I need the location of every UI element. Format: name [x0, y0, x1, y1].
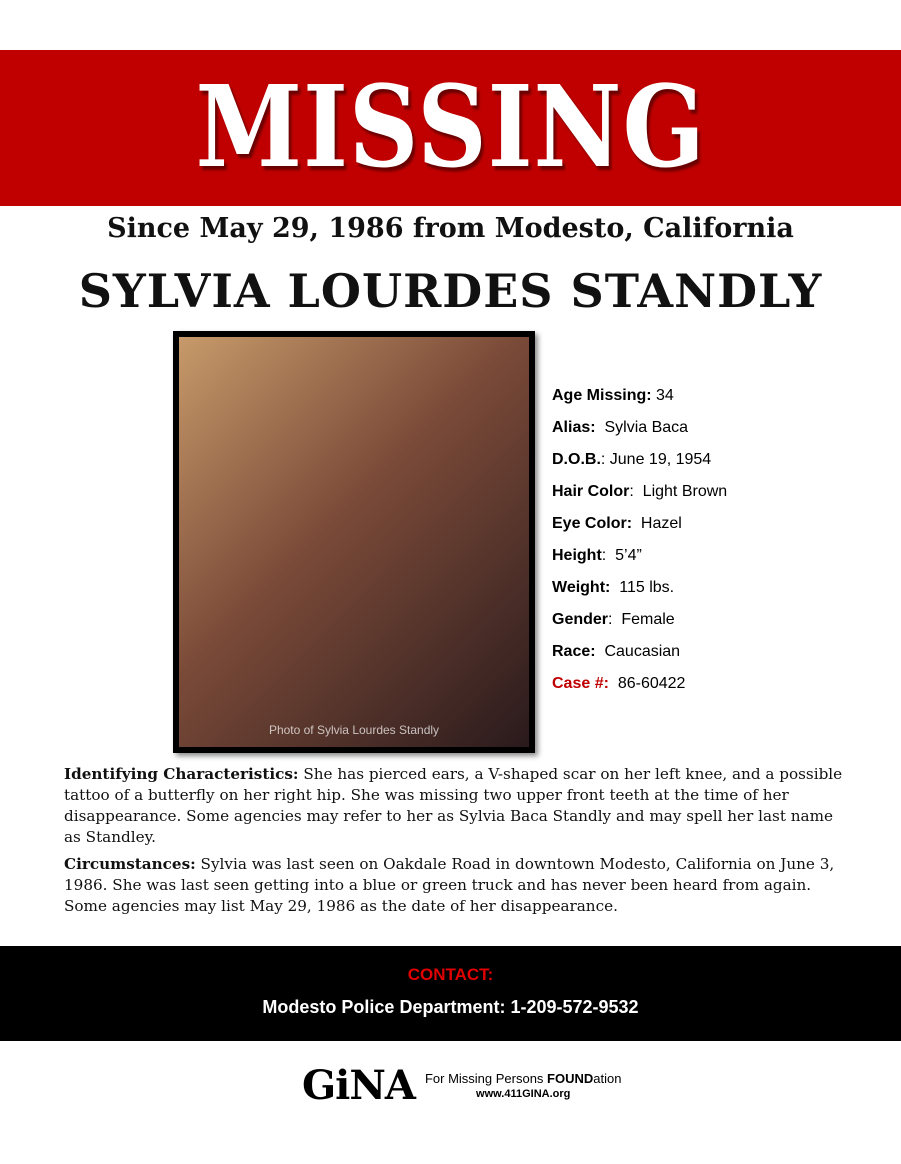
missing-since-line: Since May 29, 1986 from Modesto, California — [107, 213, 794, 244]
person-photo — [173, 331, 535, 753]
gina-tagline: For Missing Persons FOUNDation www.411GINA.org — [424, 1070, 622, 1100]
detail-case-number: Case #: 86-60422 — [552, 675, 686, 692]
detail-age-missing: Age Missing: 34 — [552, 387, 674, 404]
contact-label: CONTACT: — [407, 965, 494, 984]
detail-race: Race: Caucasian — [552, 643, 681, 660]
missing-banner — [0, 50, 901, 206]
contact-info: Modesto Police Department: 1-209-572-9532 — [262, 997, 639, 1017]
detail-hair-color: Hair Color: Light Brown — [552, 483, 728, 500]
detail-gender: Gender: Female — [552, 611, 675, 628]
detail-dob: D.O.B.: June 19, 1954 — [552, 451, 712, 468]
gina-url: www.411GINA.org — [476, 1087, 571, 1100]
contact-band — [0, 946, 901, 1041]
gina-logo — [302, 1062, 622, 1109]
photo-caption: Photo of Sylvia Lourdes Standly — [268, 723, 440, 737]
circumstances: Circumstances: Sylvia was last seen on Oakdale Road in downtown Modesto, California on June 3, 1986. She was last seen getting into a blue or green truck and has never been heard from again. Some agencies may list May 29, 1986 as the date of her disappearance. — [64, 855, 835, 915]
gina-wordmark: GiNA — [302, 1062, 415, 1109]
banner-title: MISSING — [195, 62, 706, 193]
description — [64, 764, 844, 923]
detail-weight: Weight: 115 lbs. — [552, 579, 675, 596]
detail-eye-color: Eye Color: Hazel — [552, 515, 682, 532]
detail-alias: Alias: Sylvia Baca — [552, 419, 689, 436]
details-list — [552, 380, 852, 700]
detail-height: Height: 5’4” — [552, 547, 642, 564]
photo-placeholder — [179, 337, 529, 747]
identifying-characteristics: Identifying Characteristics: She has pierced ears, a V-shaped scar on her left knee, and a possible tattoo of a butterfly on her right hip. She was missing two upper front teeth at the time of her disappearance. Some agencies may refer to her as Sylvia Baca Standly and may spell her last name as Standley. — [64, 765, 843, 846]
person-name: SYLVIA LOURDES STANDLY — [78, 264, 823, 318]
